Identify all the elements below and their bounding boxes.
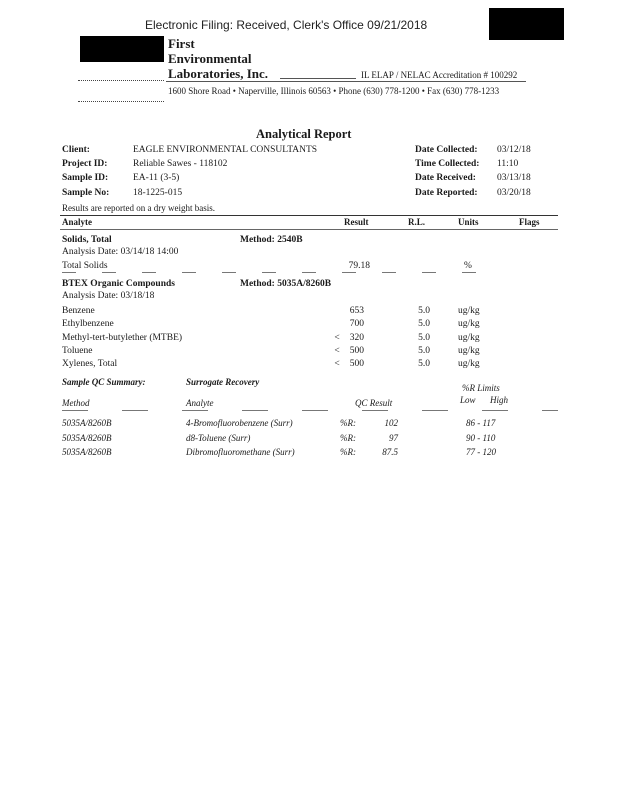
date-collected-value: 03/12/18 xyxy=(497,145,531,155)
basis-note: Results are reported on a dry weight basis. xyxy=(62,203,215,213)
table-row-analyte: Total Solids xyxy=(62,261,108,271)
table-row-result: 79.18 xyxy=(348,261,370,271)
table-row-rl: 5.0 xyxy=(418,319,430,330)
date-received-label: Date Received: xyxy=(415,173,476,183)
solids-method: Method: 2540B xyxy=(240,235,303,245)
btex-analysis-date: Analysis Date: 03/18/18 xyxy=(62,291,155,301)
qc-row-analyte: d8-Toluene (Surr) xyxy=(186,432,251,443)
table-row-analyte: Xylenes, Total xyxy=(62,359,118,370)
qc-row-analyte: Dibromofluoromethane (Surr) xyxy=(186,447,295,457)
table-row-units: ug/kg xyxy=(458,345,480,356)
report-title: Analytical Report xyxy=(256,127,352,141)
date-collected-label: Date Collected: xyxy=(415,145,478,155)
qc-row-percent-label: %R: xyxy=(340,432,356,443)
qc-col-method: Method xyxy=(62,398,90,408)
client-label: Client: xyxy=(62,145,90,155)
solids-section-title: Solids, Total xyxy=(62,235,112,245)
accreditation-text: IL ELAP / NELAC Accreditation # 100292 xyxy=(361,70,518,80)
btex-method: Method: 5035A/8260B xyxy=(240,279,332,289)
sample-no-label: Sample No: xyxy=(62,188,110,198)
table-row-result: 700 xyxy=(349,319,364,330)
table-row-rl: 5.0 xyxy=(418,359,430,370)
table-row-rl: 5.0 xyxy=(418,332,430,343)
table-row-units: ug/kg xyxy=(458,319,480,330)
qc-row-result: 87.5 xyxy=(382,447,398,457)
solids-analysis-date: Analysis Date: 03/14/18 14:00 xyxy=(62,247,179,257)
qc-row-limits: 90 - 110 xyxy=(466,432,496,443)
header-line xyxy=(280,78,356,79)
table-row-analyte: Ethylbenzene xyxy=(62,319,114,330)
qc-row-analyte: 4-Bromofluorobenzene (Surr) xyxy=(186,418,293,428)
qc-row-percent-label: %R: xyxy=(340,447,356,457)
qc-row-method: 5035A/8260B xyxy=(62,447,112,457)
table-row-analyte: Benzene xyxy=(62,306,95,316)
table-row-qualifier: < xyxy=(334,359,340,370)
col-rl-header: R.L. xyxy=(408,217,426,227)
qc-row-percent-label: %R: xyxy=(340,418,356,428)
table-row-result: 500 xyxy=(349,359,364,370)
qc-header-rule xyxy=(62,410,558,411)
header-divider xyxy=(166,81,526,82)
lab-name-line1: First xyxy=(168,36,195,51)
date-reported-label: Date Reported: xyxy=(415,188,478,198)
qc-row-result: 97 xyxy=(389,432,398,443)
table-top-rule xyxy=(60,215,558,216)
limits-label: %R Limits xyxy=(462,383,500,393)
lab-address: 1600 Shore Road • Naperville, Illinois 60563 • Phone (630) 778-1200 • Fax (630) 778-1233 xyxy=(168,86,500,96)
col-flags-header: Flags xyxy=(519,217,540,227)
sample-id-value: EA-11 (3-5) xyxy=(133,173,180,183)
redaction-box-top-right xyxy=(489,8,564,40)
table-row-result: 320 xyxy=(349,332,364,343)
table-header-rule xyxy=(60,229,558,230)
table-row-units: ug/kg xyxy=(458,332,480,343)
qc-summary-label: Sample QC Summary: xyxy=(62,377,146,387)
table-row-result: 653 xyxy=(349,306,364,316)
client-value: EAGLE ENVIRONMENTAL CONSULTANTS xyxy=(133,145,318,155)
date-reported-value: 03/20/18 xyxy=(497,188,531,198)
table-row-units: ug/kg xyxy=(458,306,480,316)
qc-row-method: 5035A/8260B xyxy=(62,418,112,428)
project-label: Project ID: xyxy=(62,159,108,169)
time-collected-value: 11:10 xyxy=(497,159,519,169)
redaction-box-logo xyxy=(80,36,164,62)
logo-mark xyxy=(78,80,164,102)
qc-row-method: 5035A/8260B xyxy=(62,432,112,443)
table-row-units: ug/kg xyxy=(458,359,480,370)
qc-col-result: QC Result xyxy=(355,398,393,408)
row-separator xyxy=(62,272,502,273)
table-row-rl: 5.0 xyxy=(418,306,430,316)
table-row-rl: 5.0 xyxy=(418,345,430,356)
sample-id-label: Sample ID: xyxy=(62,173,109,183)
qc-col-high: High xyxy=(490,395,508,405)
surrogate-recovery-label: Surrogate Recovery xyxy=(186,377,260,387)
filing-banner: Electronic Filing: Received, Clerk's Office 09/21/2018 xyxy=(145,18,428,32)
table-row-qualifier: < xyxy=(334,332,340,343)
date-received-value: 03/13/18 xyxy=(497,173,531,183)
table-row-analyte: Toluene xyxy=(62,345,93,356)
table-row-analyte: Methyl-tert-butylether (MTBE) xyxy=(62,332,183,343)
qc-col-analyte: Analyte xyxy=(186,398,214,408)
table-row-result: 500 xyxy=(349,345,364,356)
lab-name-line3: Laboratories, Inc. xyxy=(168,66,269,81)
table-row-units: % xyxy=(464,261,472,271)
btex-section-title: BTEX Organic Compounds xyxy=(62,279,175,289)
lab-name-line2: Environmental xyxy=(168,51,252,66)
sample-no-value: 18-1225-015 xyxy=(133,188,183,198)
col-result-header: Result xyxy=(344,217,369,227)
table-row-qualifier: < xyxy=(334,345,340,356)
qc-col-low: Low xyxy=(460,395,476,405)
time-collected-label: Time Collected: xyxy=(415,159,480,169)
qc-row-result: 102 xyxy=(384,418,398,428)
project-value: Reliable Sawes - 118102 xyxy=(133,159,228,169)
qc-row-limits: 86 - 117 xyxy=(466,418,496,428)
col-units-header: Units xyxy=(458,217,479,227)
col-analyte-header: Analyte xyxy=(62,217,92,227)
qc-row-limits: 77 - 120 xyxy=(466,447,496,457)
